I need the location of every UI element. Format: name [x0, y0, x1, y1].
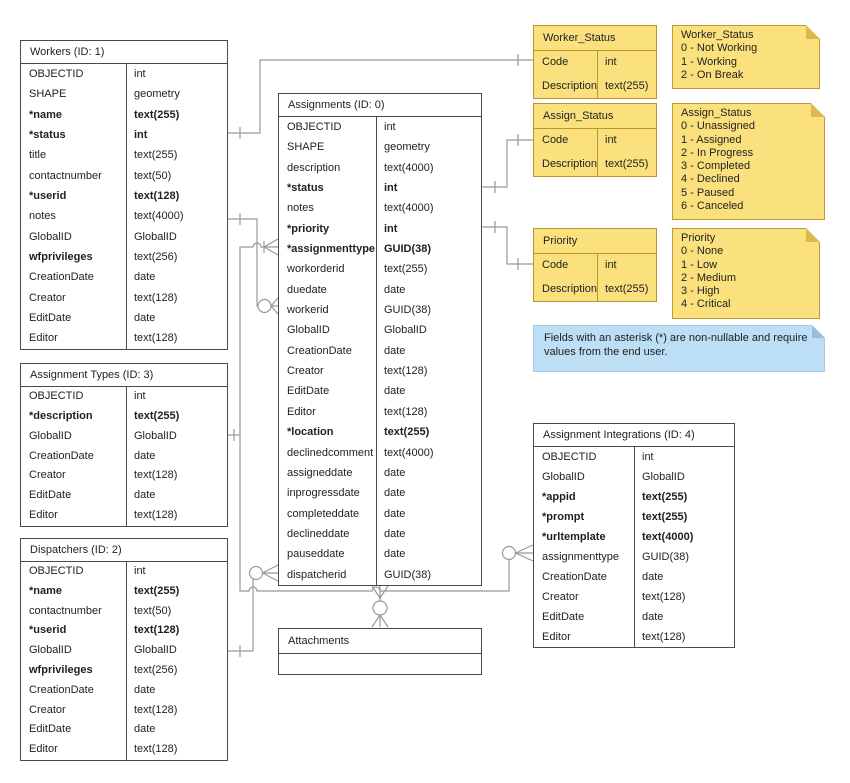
- field-row: [21, 447, 227, 467]
- note-asterisk-explanation: [533, 325, 825, 372]
- field-name: CreationDate: [287, 344, 352, 357]
- table-assign-status: [533, 103, 657, 177]
- field-type: int: [126, 387, 227, 407]
- field-name: GlobalID: [29, 429, 72, 442]
- table-title: Workers (ID: 1): [21, 41, 227, 64]
- table-rows: [21, 387, 227, 526]
- table-title: Worker_Status: [534, 26, 656, 51]
- table-title: Assign_Status: [534, 104, 656, 129]
- field-row: [21, 621, 227, 641]
- field-type: date: [126, 486, 227, 506]
- field-row: [279, 158, 481, 178]
- field-name: EditDate: [29, 312, 72, 325]
- field-row: [21, 125, 227, 145]
- field-type: GlobalID: [126, 641, 227, 661]
- field-type: text(128): [126, 328, 227, 348]
- field-type: int: [376, 178, 481, 198]
- field-row: [279, 300, 481, 320]
- field-row: [21, 720, 227, 740]
- note-title: Worker_Status: [681, 29, 754, 41]
- table-title: Dispatchers (ID: 2): [21, 539, 227, 562]
- field-row: [279, 544, 481, 564]
- field-row: [534, 254, 656, 278]
- field-name: OBJECTID: [29, 565, 84, 577]
- table-title: Assignment Integrations (ID: 4): [534, 424, 734, 447]
- table-assignment-types: [20, 363, 228, 527]
- field-type: text(128): [376, 361, 481, 381]
- field-type: text(255): [376, 422, 481, 442]
- table-rows: [534, 254, 656, 301]
- field-row: [21, 328, 227, 348]
- field-type: text(256): [126, 247, 227, 267]
- field-name: OBJECTID: [287, 121, 342, 133]
- field-row: [279, 219, 481, 239]
- field-name: Code: [542, 259, 569, 271]
- field-row: [21, 186, 227, 206]
- field-row: [21, 602, 227, 622]
- field-type: GlobalID: [376, 320, 481, 340]
- field-type: text(255): [634, 507, 734, 527]
- field-type: text(128): [634, 587, 734, 607]
- field-row: [279, 341, 481, 361]
- field-row: [534, 527, 734, 547]
- field-row: [21, 308, 227, 328]
- table-title: Attachments: [279, 629, 481, 654]
- note-line: 0 - Unassigned: [681, 120, 755, 133]
- field-row: [21, 681, 227, 701]
- field-row: [279, 463, 481, 483]
- field-name: *description: [29, 409, 93, 422]
- field-name: Description: [542, 282, 598, 295]
- field-name: SHAPE: [29, 88, 67, 101]
- field-type: date: [126, 720, 227, 740]
- field-row: [279, 178, 481, 198]
- field-row: [21, 582, 227, 602]
- field-row: [534, 278, 656, 302]
- field-row: [21, 701, 227, 721]
- field-row: [21, 206, 227, 226]
- field-name: GlobalID: [542, 471, 585, 483]
- note-line: 0 - Not Working: [681, 42, 758, 55]
- field-type: int: [376, 219, 481, 239]
- field-row: [534, 487, 734, 507]
- note-line: 3 - Completed: [681, 160, 751, 173]
- field-name: *status: [287, 182, 324, 195]
- field-row: [21, 407, 227, 427]
- field-type: date: [126, 447, 227, 467]
- field-name: GlobalID: [29, 644, 72, 657]
- field-type: GUID(38): [634, 547, 734, 567]
- table-rows: [21, 562, 227, 760]
- field-row: [279, 504, 481, 524]
- field-name: declinedcomment: [287, 446, 374, 459]
- field-name: CreationDate: [29, 449, 94, 462]
- field-name: OBJECTID: [29, 68, 84, 80]
- field-type: text(50): [126, 166, 227, 186]
- field-type: text(50): [126, 602, 227, 622]
- field-name: EditDate: [29, 723, 72, 736]
- field-name: *status: [29, 129, 66, 142]
- field-name: Editor: [542, 631, 571, 643]
- field-row: [279, 117, 481, 137]
- note-line: 4 - Declined: [681, 173, 740, 186]
- field-row: [21, 166, 227, 186]
- field-type: GUID(38): [376, 300, 481, 320]
- field-type: date: [376, 463, 481, 483]
- field-type: int: [126, 64, 227, 84]
- table-title: Assignments (ID: 0): [279, 94, 481, 117]
- field-type: text(255): [126, 145, 227, 165]
- note-priority-domain: [672, 228, 820, 319]
- field-type: text(128): [126, 701, 227, 721]
- field-row: [534, 587, 734, 607]
- connector-workers-to-assignments-workerid: [228, 213, 278, 314]
- connector-assignments-to-attachments: [372, 586, 388, 627]
- field-row: [534, 129, 656, 153]
- field-type: text(255): [597, 75, 656, 99]
- field-type: text(255): [126, 105, 227, 125]
- field-row: [21, 84, 227, 104]
- field-name: Code: [542, 134, 569, 146]
- note-line: 3 - High: [681, 285, 720, 298]
- field-row: [534, 153, 656, 177]
- field-row: [21, 562, 227, 582]
- field-type: GUID(38): [376, 565, 481, 585]
- field-type: text(4000): [376, 158, 481, 178]
- table-rows: [534, 447, 734, 647]
- field-type: text(128): [126, 506, 227, 526]
- field-type: int: [634, 447, 734, 467]
- field-type: text(4000): [376, 198, 481, 218]
- note-text: Fields with an asterisk (*) are non-nullable and require values from the end user.: [544, 332, 808, 358]
- field-name: workorderid: [287, 263, 345, 276]
- table-attachments: [278, 628, 482, 675]
- connector-assignments-priority-to-priority: [482, 221, 533, 270]
- field-type: int: [126, 125, 227, 145]
- table-dispatchers: [20, 538, 228, 761]
- field-name: CreationDate: [29, 683, 94, 696]
- field-name: *assignmenttype: [287, 243, 376, 256]
- note-assign-status-domain: [672, 103, 825, 220]
- table-rows: [534, 51, 656, 98]
- table-assignments: [278, 93, 482, 586]
- note-line: 2 - Medium: [681, 271, 737, 284]
- field-type: GlobalID: [634, 467, 734, 487]
- field-row: [279, 137, 481, 157]
- field-name: OBJECTID: [542, 451, 597, 463]
- field-row: [534, 627, 734, 647]
- field-name: GlobalID: [29, 230, 72, 243]
- field-type: text(128): [126, 288, 227, 308]
- field-name: Creator: [29, 291, 66, 304]
- field-type: date: [634, 607, 734, 627]
- field-row: [279, 483, 481, 503]
- note-line: 0 - None: [681, 245, 724, 258]
- field-row: [21, 466, 227, 486]
- field-row: [279, 320, 481, 340]
- field-type: text(128): [126, 621, 227, 641]
- empty-row: [279, 654, 481, 674]
- field-row: [21, 661, 227, 681]
- field-type: text(255): [597, 278, 656, 302]
- field-row: [534, 547, 734, 567]
- field-name: *userid: [29, 624, 67, 637]
- field-name: *name: [29, 108, 63, 121]
- field-type: int: [597, 129, 656, 153]
- field-name: GlobalID: [287, 324, 330, 337]
- field-name: EditDate: [287, 385, 330, 398]
- field-name: title: [29, 149, 47, 162]
- field-name: assignmenttype: [542, 551, 620, 563]
- field-name: contactnumber: [29, 604, 102, 617]
- field-type: geometry: [126, 84, 227, 104]
- note-title: Priority: [681, 232, 716, 244]
- field-row: [279, 259, 481, 279]
- field-name: *location: [287, 426, 334, 439]
- note-lines: [681, 120, 816, 213]
- note-title: Assign_Status: [681, 107, 752, 119]
- field-row: [21, 247, 227, 267]
- field-type: date: [376, 504, 481, 524]
- field-name: completeddate: [287, 507, 360, 520]
- field-row: [21, 506, 227, 526]
- field-type: int: [376, 117, 481, 137]
- field-name: SHAPE: [287, 141, 325, 154]
- field-row: [279, 381, 481, 401]
- note-line: 4 - Critical: [681, 298, 731, 311]
- note-line: 2 - In Progress: [681, 146, 754, 159]
- field-name: Editor: [29, 743, 58, 756]
- field-type: text(4000): [376, 443, 481, 463]
- field-name: Creator: [29, 703, 66, 716]
- field-type: text(255): [376, 259, 481, 279]
- field-name: Editor: [287, 405, 316, 418]
- field-name: Code: [542, 56, 569, 68]
- note-line: 1 - Low: [681, 258, 718, 271]
- field-type: text(255): [634, 487, 734, 507]
- connector-assignments-status-to-assign-status: [482, 134, 533, 193]
- field-row: [534, 51, 656, 75]
- field-name: *urltemplate: [542, 531, 606, 543]
- field-row: [279, 443, 481, 463]
- field-name: OBJECTID: [29, 390, 84, 402]
- connector-dispatchers-to-assignments: [228, 565, 278, 657]
- field-row: [21, 486, 227, 506]
- field-row: [279, 524, 481, 544]
- field-name: EditDate: [542, 611, 585, 623]
- field-type: text(4000): [634, 527, 734, 547]
- field-row: [534, 607, 734, 627]
- field-name: Description: [542, 157, 598, 170]
- field-row: [21, 740, 227, 760]
- note-line: 1 - Assigned: [681, 133, 742, 146]
- field-type: date: [376, 341, 481, 361]
- table-rows: [21, 64, 227, 349]
- field-name: notes: [29, 210, 56, 223]
- field-name: pauseddate: [287, 548, 345, 561]
- field-type: text(4000): [126, 206, 227, 226]
- field-type: text(255): [597, 153, 656, 177]
- field-name: *priority: [287, 222, 330, 235]
- field-type: text(128): [376, 402, 481, 422]
- field-type: GlobalID: [126, 227, 227, 247]
- field-name: Creator: [542, 591, 579, 603]
- note-lines: [681, 245, 811, 311]
- field-row: [21, 267, 227, 287]
- field-row: [534, 567, 734, 587]
- field-type: int: [597, 51, 656, 75]
- field-type: date: [376, 381, 481, 401]
- field-name: workerid: [287, 304, 329, 317]
- table-rows: [279, 117, 481, 585]
- field-row: [21, 145, 227, 165]
- field-type: GlobalID: [126, 427, 227, 447]
- field-row: [279, 565, 481, 585]
- field-type: text(128): [634, 627, 734, 647]
- field-name: CreationDate: [29, 271, 94, 284]
- field-type: text(255): [126, 407, 227, 427]
- field-row: [534, 447, 734, 467]
- field-type: date: [126, 681, 227, 701]
- field-name: duedate: [287, 283, 327, 296]
- field-row: [21, 105, 227, 125]
- field-row: [279, 402, 481, 422]
- table-assignment-integrations: [533, 423, 735, 648]
- field-name: *appid: [542, 491, 576, 503]
- field-type: text(128): [126, 186, 227, 206]
- field-type: int: [126, 562, 227, 582]
- field-type: GUID(38): [376, 239, 481, 259]
- note-worker-status-domain: [672, 25, 820, 89]
- field-row: [21, 227, 227, 247]
- field-name: *name: [29, 584, 63, 597]
- field-row: [534, 507, 734, 527]
- note-lines: [681, 42, 811, 82]
- field-type: date: [376, 280, 481, 300]
- note-line: 6 - Canceled: [681, 200, 744, 213]
- field-name: wfprivileges: [29, 251, 93, 264]
- table-worker-status: [533, 25, 657, 99]
- field-name: *userid: [29, 190, 67, 203]
- connector-assignmenttypes-to-assignments: [228, 239, 278, 441]
- table-rows: [534, 129, 656, 176]
- field-name: EditDate: [29, 489, 72, 502]
- note-line: 5 - Paused: [681, 186, 735, 199]
- field-row: [21, 387, 227, 407]
- table-title: Assignment Types (ID: 3): [21, 364, 227, 387]
- field-row: [21, 427, 227, 447]
- note-line: 2 - On Break: [681, 68, 744, 81]
- note-line: 1 - Working: [681, 55, 738, 68]
- field-name: contactnumber: [29, 169, 102, 182]
- field-type: text(128): [126, 740, 227, 760]
- field-type: date: [634, 567, 734, 587]
- field-row: [279, 198, 481, 218]
- field-name: declineddate: [287, 527, 350, 540]
- field-name: notes: [287, 202, 314, 215]
- field-row: [279, 239, 481, 259]
- field-name: CreationDate: [542, 571, 607, 583]
- field-type: text(255): [126, 582, 227, 602]
- field-name: *prompt: [542, 511, 585, 523]
- field-type: date: [126, 267, 227, 287]
- field-row: [279, 280, 481, 300]
- field-row: [21, 64, 227, 84]
- field-type: date: [376, 483, 481, 503]
- field-type: date: [376, 524, 481, 544]
- table-title: Priority: [534, 229, 656, 254]
- table-workers: [20, 40, 228, 350]
- field-type: geometry: [376, 137, 481, 157]
- field-type: text(256): [126, 661, 227, 681]
- field-row: [534, 467, 734, 487]
- field-name: wfprivileges: [29, 663, 93, 676]
- field-name: Editor: [29, 509, 58, 522]
- field-row: [21, 288, 227, 308]
- field-type: date: [376, 544, 481, 564]
- field-name: inprogressdate: [287, 487, 360, 500]
- field-type: date: [126, 308, 227, 328]
- field-type: text(128): [126, 466, 227, 486]
- field-type: int: [597, 254, 656, 278]
- table-priority: [533, 228, 657, 302]
- field-name: Creator: [29, 469, 66, 482]
- field-name: Creator: [287, 365, 324, 378]
- field-name: Description: [542, 79, 598, 92]
- field-row: [279, 361, 481, 381]
- field-name: Editor: [29, 332, 58, 345]
- field-name: description: [287, 161, 341, 174]
- field-row: [21, 641, 227, 661]
- field-name: dispatcherid: [287, 568, 347, 581]
- field-row: [534, 75, 656, 99]
- field-row: [279, 422, 481, 442]
- field-name: assigneddate: [287, 466, 353, 479]
